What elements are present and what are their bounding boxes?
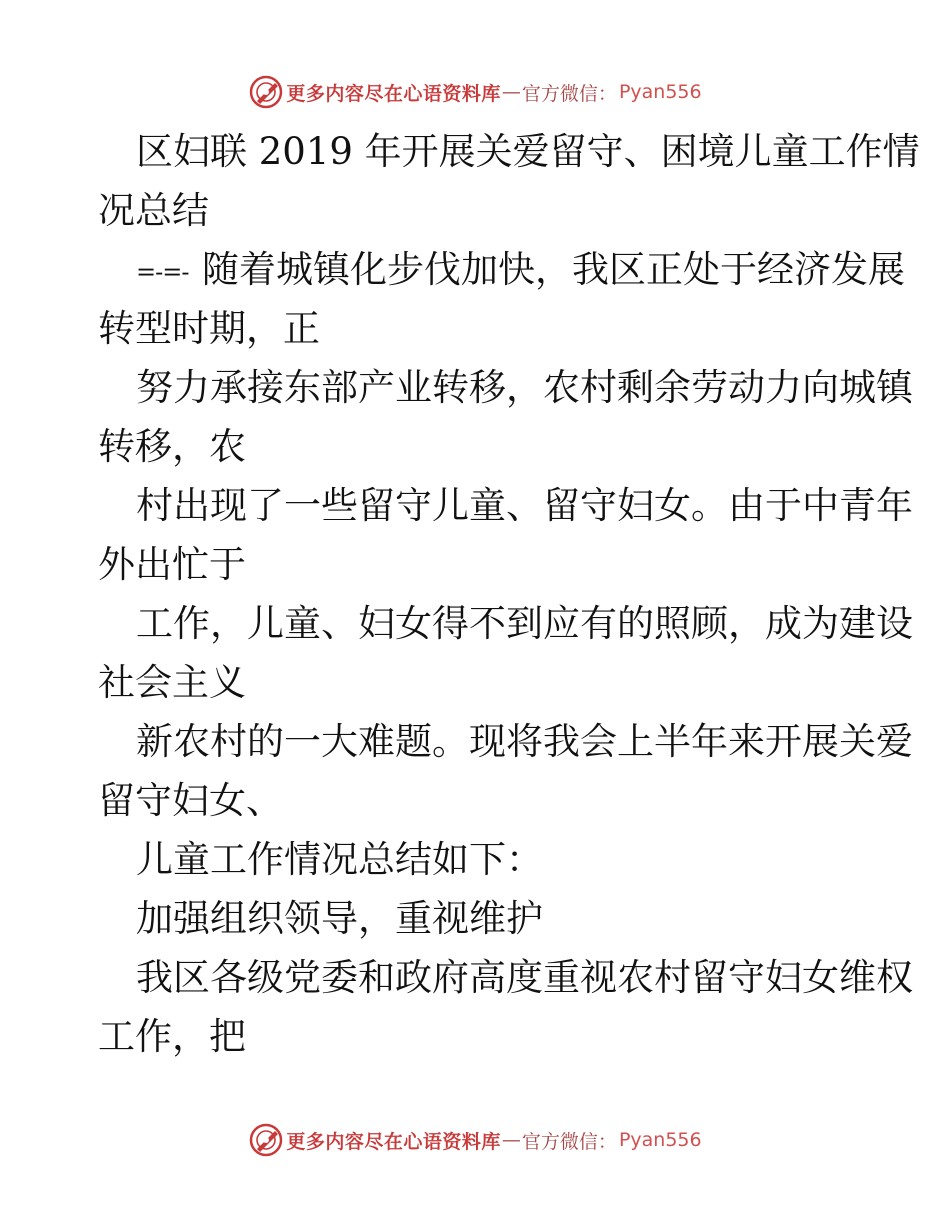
title-line-1: 区妇联 2019 年开展关爱留守、困境儿童工作情 (136, 130, 920, 173)
footer-watermark (0, 1118, 950, 1162)
paragraph-line: 转型时期，正 (98, 307, 320, 350)
garbled-mark: =-=- (136, 258, 189, 286)
wechat-id: Pyan556 (618, 81, 702, 103)
paragraph-line: 工作，把 (98, 1015, 246, 1058)
paragraph-line: 留守妇女、 (98, 779, 283, 822)
library-label: 更多内容尽在心语资料库 (286, 1130, 501, 1153)
paragraph-line: 新农村的一大难题。现将我会上半年来开展关爱 (136, 720, 913, 763)
seal-pen-icon (248, 74, 284, 110)
title-line-2: 况总结 (98, 189, 209, 232)
paragraph-line: 社会主义 (98, 661, 246, 704)
paragraph-line: 外出忙于 (98, 543, 246, 586)
paragraph-line: 我区各级党委和政府高度重视农村留守妇女维权 (136, 956, 913, 999)
header-watermark (0, 70, 950, 114)
separator: — (501, 1129, 521, 1151)
paragraph-text: 随着城镇化步伐加快，我区正处于经济发展 (202, 248, 905, 291)
section-heading: 加强组织领导，重视维护 (136, 897, 543, 940)
wechat-label: 官方微信： (521, 1130, 617, 1153)
paragraph-line (98, 240, 905, 299)
wechat-label: 官方微信： (521, 82, 617, 105)
paragraph-line: 村出现了一些留守儿童、留守妇女。由于中青年 (136, 484, 913, 527)
wechat-id: Pyan556 (618, 1129, 702, 1151)
paragraph-line: 儿童工作情况总结如下： (136, 838, 543, 881)
paragraph-line: 努力承接东部产业转移，农村剩余劳动力向城镇 (136, 366, 913, 409)
paragraph-line: 工作，儿童、妇女得不到应有的照顾，成为建设 (136, 602, 913, 645)
paragraph-line: 转移，农 (98, 425, 246, 468)
document-body (98, 122, 920, 1066)
seal-pen-icon (248, 1122, 284, 1158)
library-label: 更多内容尽在心语资料库 (286, 82, 501, 105)
separator: — (501, 81, 521, 103)
